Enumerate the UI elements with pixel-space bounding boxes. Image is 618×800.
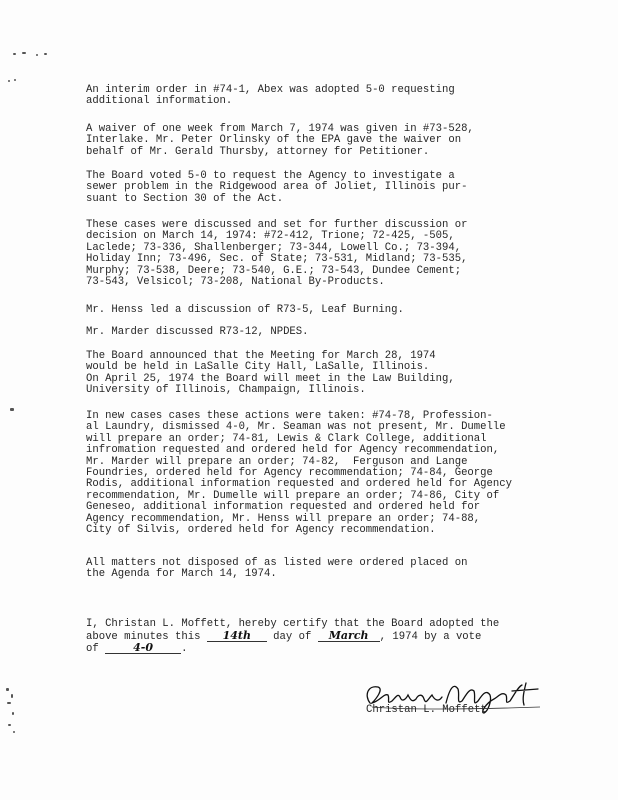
scan-speck [11,694,13,698]
scan-speck [6,688,9,691]
paragraph-sewer-investigation: The Board voted 5-0 to request the Agency to investigate a sewer problem in the Ridgewood area of Joliet, Illinois pur- suant to Section 30 of the Act. [86,170,468,205]
scan-speck [12,712,14,715]
scan-speck [22,52,26,54]
scan-speck [8,724,11,726]
certification-text: . [181,643,188,655]
certification-text: above minutes this [86,631,207,643]
paragraph-leaf-burning: Mr. Henss led a discussion of R73-5, Leaf Burning. [86,304,404,316]
paragraph-new-cases: In new cases cases these actions were taken: #74-78, Profession- al Laundry, dismissed 4-0, Mr. Seaman was not present, Mr. Dumelle will prepare an order; 74-81, Lewis & Clark College, additional infromation requested and ordered held for Agency recommendation, Mr. Marder will prepare an order; 74-82, Ferguson and Lange Foundries, ordered held for Agency recommendation; 74-84, George Rodis, additional information requested and ordered held for Agency recommendation, Mr. Dumelle will prepare an order; 74-86, City of Geneseo, additional information requested and ordered held for Agency recommendation, Mr. Henss will prepare an order; 74-88, City of Silvis, ordered held for Agency recommendation. [86,410,512,537]
handwritten-vote: 4-0 [105,643,181,654]
scan-speck [14,79,16,81]
paragraph-agenda: All matters not disposed of as listed were ordered placed on the Agenda for March 14, 1974. [86,557,468,581]
handwritten-day: 14th [207,631,267,642]
paragraph-interim-order: An interim order in #74-1, Abex was adopted 5-0 requesting additional information. [86,84,455,108]
certification-text: , 1974 by a vote [379,631,482,643]
paragraph-waiver: A waiver of one week from March 7, 1974 was given in #73-528, Interlake. Mr. Peter Orlinsky of the EPA gave the waiver on behalf of Mr. Gerald Thursby, attorney for Petitioner. [86,123,474,158]
paragraph-meeting-announcement: The Board announced that the Meeting for March 28, 1974 would be held in LaSalle City Hall, LaSalle, Illinois. On April 25, 1974 the Board will meet in the Law Building, University of Illinois, Champaign, Illinois. [86,350,455,397]
signatory-name: Christan L. Moffett [366,704,487,716]
scan-speck [7,702,11,704]
certification-line-3 [86,643,187,655]
scan-speck [44,53,47,55]
paragraph-cases-discussed: These cases were discussed and set for further discussion or decision on March 14, 1974: #72-412, Trione; 72-425, -505, Laclede; 73-336, Shallenberger; 73-344, Lowell Co.; 73-394, Holiday Inn; 73-496, Sec. of State; 73-531, Midland; 73-535, Murphy; 73-538, Deere; 73-540, G.E.; 73-543, Dundee Cement; 73-543, Velsicol; 73-208, National By-Products. [86,219,468,289]
scan-speck [13,53,16,55]
certification-line-1: I, Christan L. Moffett, hereby certify that the Board adopted the [86,618,500,630]
scan-speck [10,408,14,411]
certification-text: day of [266,631,318,643]
scan-speck [8,80,10,82]
scan-speck [36,54,38,56]
handwritten-month: March [318,631,380,642]
certification-text: of [86,643,106,655]
scan-speck [13,731,15,733]
paragraph-npdes: Mr. Marder discussed R73-12, NPDES. [86,326,309,338]
